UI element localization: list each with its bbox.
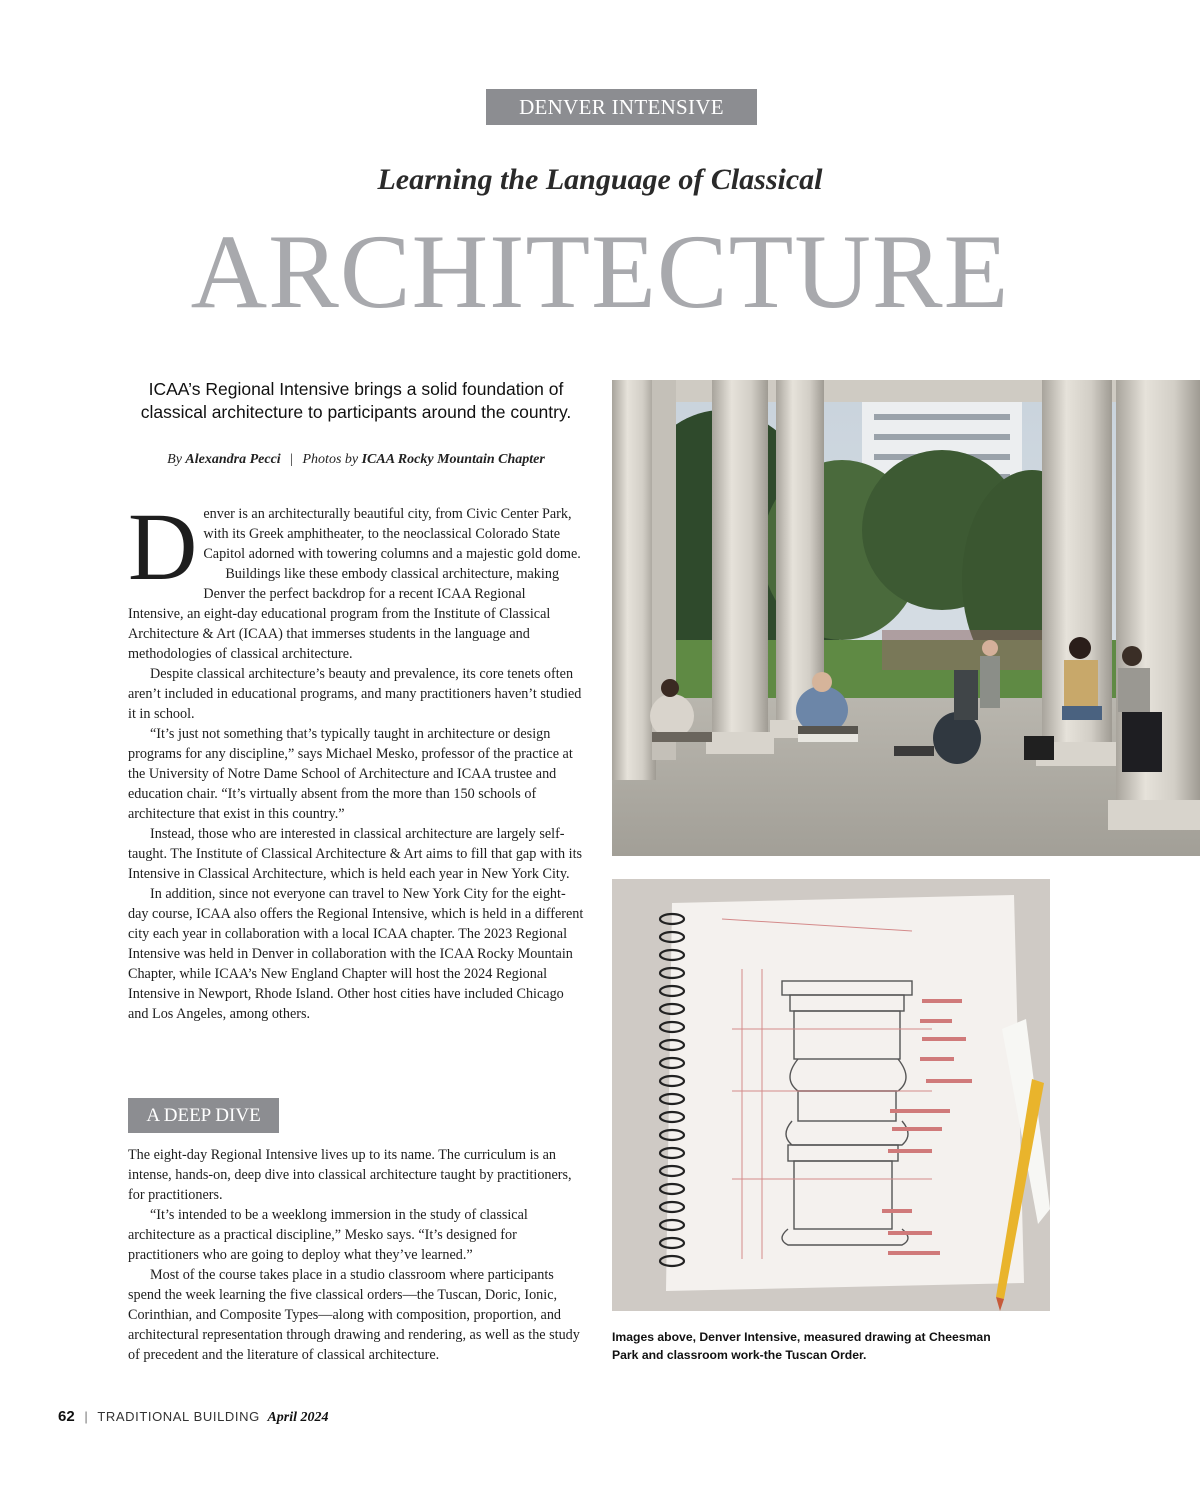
paragraph-1: [128, 493, 584, 600]
byline-author: Alexandra Pecci: [185, 452, 281, 467]
section-heading: A DEEP DIVE: [128, 1098, 279, 1133]
article-subtitle: Learning the Language of Classical: [377, 163, 823, 196]
section2-paragraph-2: “It’s intended to be a weeklong immersion in the study of classical architecture as a practical discipline,” Mesko says. “It’s designed for practitioners who are going to deploy what they’ve learned.”: [128, 1207, 528, 1263]
byline-separator: |: [290, 452, 293, 467]
section2-paragraph-1: The eight-day Regional Intensive lives up to its name. The curriculum is an intense, hands-on, deep dive into classical architecture taught by practitioners, for practitioners.: [128, 1147, 572, 1203]
byline-photos-label: Photos by: [302, 452, 359, 467]
section2-paragraph-3: Most of the course takes place in a studio classroom where participants spend the week learning the five classical orders—the Tuscan, Doric, Ionic, Corinthian, and Composite Types—along with composition, proportion, and architectural representation through drawing and rendering, as well as the study of precedent and the literature of classical architecture.: [128, 1267, 580, 1363]
paragraph-4: “It’s just not something that’s typically taught in architecture or design programs for any discipline,” says Michael Mesko, professor of the practice at the University of Notre Dame School of Architecture and ICAA trustee and education chair. “It’s virtually absent from the more than 150 schools of architecture that exist in this country.”: [128, 726, 573, 822]
photo-sketchbook: [612, 879, 1050, 1311]
paragraph-1-text: enver is an architecturally beautiful city, from Civic Center Park, with its Greek amphitheater, to the neoclassical Colorado State Capitol adorned with towering columns and a majestic gold dome.: [203, 506, 581, 562]
article-body-part2: [128, 1145, 584, 1365]
byline-by-label: By: [167, 452, 182, 467]
byline-photographer: ICAA Rocky Mountain Chapter: [361, 452, 545, 467]
paragraph-5: Instead, those who are interested in classical architecture are largely self-taught. The Institute of Classical Architecture & Art aims to fill that gap with its Intensive in Classical Architecture, which is held each year in New York City.: [128, 826, 583, 882]
paragraph-6: In addition, since not everyone can travel to New York City for the eight-day course, ICAA also offers the Regional Intensive, which is held in a different city each year in collaboration with a local ICAA chapter. The 2023 Regional Intensive was held in Denver in collaboration with the ICAA Rocky Mountain Chapter, while ICAA’s New England Chapter will host the 2024 Regional Intensive in Newport, Rhode Island. Other host cities have included Chicago and Los Angeles, among others.: [128, 886, 584, 1022]
article-title: ARCHITECTURE: [190, 213, 1010, 330]
photo-caption: Images above, Denver Intensive, measured drawing at Cheesman Park and classroom work-the Tuscan Order.: [612, 1330, 991, 1362]
page-footer: [58, 1408, 329, 1426]
article-body-part1: [128, 493, 584, 1024]
issue-date: April 2024: [267, 1410, 329, 1425]
paragraph-2: Buildings like these embody classical architecture, making Denver the perfect backdrop for a recent ICAA Regional Intensive, an eight-day educational program from the Institute of Classical Architecture & Art (ICAA) that immerses students in the language and methodologies of classical architecture.: [128, 566, 560, 662]
byline: [128, 452, 584, 468]
footer-separator: |: [84, 1409, 88, 1424]
page-number: 62: [58, 1408, 75, 1425]
photo-colonnade: [612, 380, 1200, 856]
drop-cap: D: [128, 493, 198, 600]
section-kicker: DENVER INTENSIVE: [486, 89, 757, 125]
article-deck: ICAA’s Regional Intensive brings a solid foundation of classical architecture to participants around the country.: [140, 379, 572, 422]
magazine-name: TRADITIONAL BUILDING: [97, 1409, 260, 1424]
paragraph-3: Despite classical architecture’s beauty and prevalence, its core tenets often aren’t included in educational programs, and many practitioners haven’t studied it in school.: [128, 666, 582, 722]
